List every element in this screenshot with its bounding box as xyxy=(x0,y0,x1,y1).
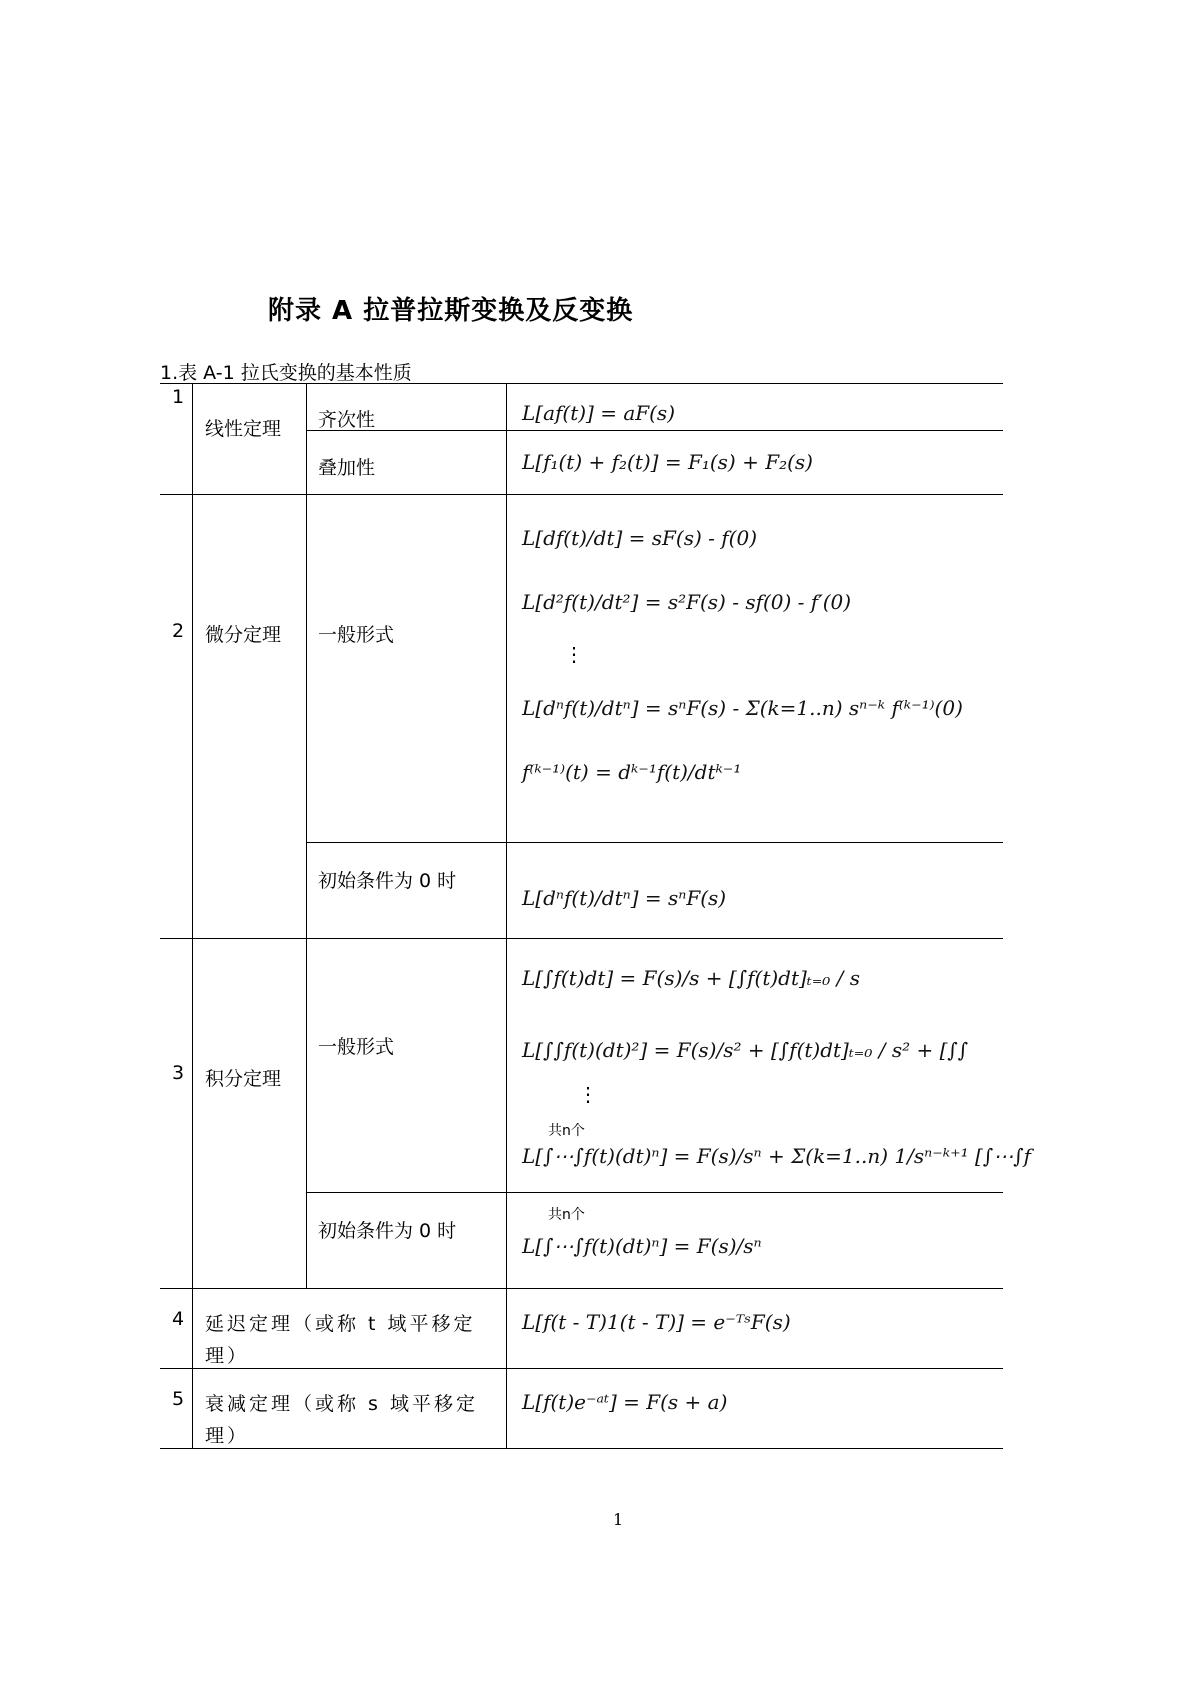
table-top-border xyxy=(160,383,1003,384)
row-3-bottom-line xyxy=(160,1288,1003,1289)
theorem-name: 积分定理 xyxy=(205,1068,282,1090)
formula-second-derivative: L[d²f(t)/dt²] = s²F(s) - sf(0) - f′(0) xyxy=(522,590,852,614)
overbrace-label: 共n个 xyxy=(548,1207,585,1223)
formula-first-integral: L[∫f(t)dt] = F(s)/s + [∫f(t)dt]ₜ₌₀ / s xyxy=(522,966,861,990)
formula-delay: L[f(t - T)1(t - T)] = e⁻ᵀˢF(s) xyxy=(522,1310,791,1334)
formula-column-divider xyxy=(506,383,507,1448)
formula-nth-integral: L[∫⋯∫f(t)(dt)ⁿ] = F(s)/sⁿ + Σ(k=1..n) 1/sⁿ⁻ᵏ⁺¹ [∫⋯∫f xyxy=(522,1144,1032,1168)
sub-label: 一般形式 xyxy=(318,1036,395,1058)
row-number: 2 xyxy=(172,620,185,642)
formula-attenuation: L[f(t)e⁻ᵃᵗ] = F(s + a) xyxy=(522,1390,728,1414)
num-column-divider xyxy=(192,383,193,1448)
sub-label: 初始条件为 0 时 xyxy=(318,870,457,892)
vertical-ellipsis: ⋮ xyxy=(564,642,584,666)
formula-derivative-zero-init: L[dⁿf(t)/dtⁿ] = sⁿF(s) xyxy=(522,886,727,910)
theorem-name: 线性定理 xyxy=(205,418,282,440)
theorem-name: 衰减定理（或称 s 域平移定理） xyxy=(205,1393,478,1447)
row-2-mid-line xyxy=(306,842,1003,843)
row-3-mid-line xyxy=(306,1192,1003,1193)
name-column-divider xyxy=(306,383,307,1288)
table-caption: 1.表 A-1 拉氏变换的基本性质 xyxy=(160,362,412,384)
row-number: 1 xyxy=(172,386,185,408)
formula-first-derivative: L[df(t)/dt] = sF(s) - f(0) xyxy=(522,526,757,550)
sub-label: 齐次性 xyxy=(318,409,376,431)
formula-double-integral: L[∫∫f(t)(dt)²] = F(s)/s² + [∫f(t)dt]ₜ₌₀ / s² + [∫∫ xyxy=(522,1038,969,1062)
theorem-name: 微分定理 xyxy=(205,624,282,646)
formula-superposition: L[f₁(t) + f₂(t)] = F₁(s) + F₂(s) xyxy=(522,450,813,474)
row-2-bottom-line xyxy=(160,938,1003,939)
formula-nth-derivative: L[dⁿf(t)/dtⁿ] = sⁿF(s) - Σ(k=1..n) sⁿ⁻ᵏ f⁽ᵏ⁻¹⁾(0) xyxy=(522,696,963,720)
theorem-name: 延迟定理（或称 t 域平移定理） xyxy=(205,1313,476,1367)
sub-label: 一般形式 xyxy=(318,624,395,646)
page-number: 1 xyxy=(613,1510,624,1529)
row-number: 5 xyxy=(172,1388,185,1410)
sub-label: 叠加性 xyxy=(318,457,376,479)
row-number: 4 xyxy=(172,1308,185,1330)
sub-label: 初始条件为 0 时 xyxy=(318,1220,457,1242)
formula-integral-zero-init: L[∫⋯∫f(t)(dt)ⁿ] = F(s)/sⁿ xyxy=(522,1234,762,1258)
row-1-mid-line xyxy=(306,430,1003,431)
formula-homogeneity: L[af(t)] = aF(s) xyxy=(522,401,675,425)
overbrace-label: 共n个 xyxy=(548,1123,585,1139)
formula-derivative-definition: f⁽ᵏ⁻¹⁾(t) = dᵏ⁻¹f(t)/dtᵏ⁻¹ xyxy=(522,760,742,784)
row-1-bottom-line xyxy=(160,494,1003,495)
vertical-ellipsis: ⋮ xyxy=(578,1082,598,1106)
row-number: 3 xyxy=(172,1062,185,1084)
page-title: 附录 A 拉普拉斯变换及反变换 xyxy=(268,296,634,326)
